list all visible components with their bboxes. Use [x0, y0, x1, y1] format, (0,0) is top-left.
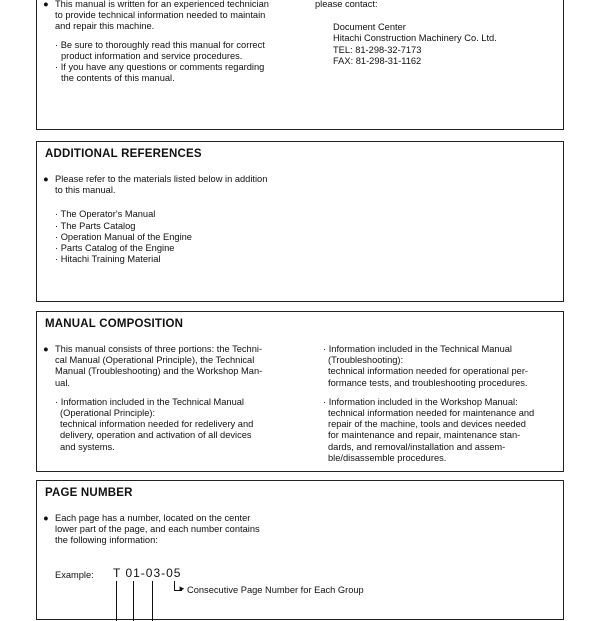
composition-bullet-line: This manual consists of three portions: the Techni- [55, 344, 263, 354]
composition-sub-line: technical information needed for maintenance and [328, 408, 535, 419]
code-bracket-line [116, 581, 117, 621]
reference-item-label: Operation Manual of the Engine [60, 231, 192, 242]
contact-fax: FAX: 81-298-31-1162 [333, 55, 422, 66]
intro-sub-item [55, 40, 299, 51]
composition-sub-line: (Troubleshooting): [328, 355, 404, 366]
page-number-bullet-line: Each page has a number, located on the center [55, 513, 251, 523]
contact-lead: please contact: [315, 0, 378, 9]
composition-sub-line: (Operational Principle): [60, 408, 156, 419]
composition-sub-line: ble/disassemble procedures. [328, 452, 447, 463]
composition-sub-line [323, 344, 557, 355]
composition-sub-line: repair of the machine, tools and devices needed [328, 419, 526, 430]
page-number-column [43, 513, 303, 547]
intro-sub-list [43, 40, 299, 85]
intro-bullet [43, 0, 299, 33]
composition-bullet [43, 344, 299, 389]
composition-left-sub [43, 397, 299, 453]
bullet-icon: ● [43, 0, 49, 9]
references-list [43, 209, 313, 265]
composition-sub-line-text: Information included in the Technical Manual [60, 396, 244, 407]
reference-item [55, 232, 313, 243]
intro-sub-line: the contents of this manual. [61, 73, 175, 84]
composition-sub-line: for maintenance and repair, maintenance stan- [328, 430, 521, 441]
page-number-box [36, 480, 564, 620]
composition-sub-line: formance tests, and troubleshooting procedures. [328, 377, 528, 388]
composition-sub-line: delivery, operation and activation of all devices [60, 430, 252, 441]
reference-item-label: Parts Catalog of the Engine [60, 243, 175, 254]
manual-composition-box [36, 311, 564, 472]
references-bullet-line: Please refer to the materials listed below in addition [55, 174, 268, 184]
composition-bullet-line: Manual (Troubleshooting) and the Workshop Man- [55, 366, 263, 377]
page-number-bullet-line: lower part of the page, and each number contains [55, 524, 260, 535]
sub-marker-icon: · [55, 243, 59, 254]
bullet-icon: ● [43, 513, 49, 523]
sub-marker-icon: · [55, 39, 59, 50]
additional-references-box [36, 141, 564, 302]
section-heading: PAGE NUMBER [45, 487, 133, 499]
composition-sub-line [323, 397, 557, 408]
reference-item [55, 254, 313, 265]
composition-sub-line: and systems. [60, 441, 115, 452]
references-column [43, 174, 313, 265]
contact-company: Hitachi Construction Machinery Co. Ltd. [333, 33, 497, 44]
references-bullet-line: to this manual. [55, 185, 116, 196]
intro-box [36, 0, 564, 130]
intro-bullet-line: This manual is written for an experienced technician [55, 0, 269, 9]
intro-bullet-line: to provide technical information needed to maintain [55, 10, 266, 21]
reference-item-label: The Parts Catalog [60, 220, 136, 231]
composition-left-column [43, 344, 299, 453]
intro-sub-item [55, 62, 299, 73]
section-heading: ADDITIONAL REFERENCES [45, 148, 202, 160]
sub-marker-icon: · [55, 254, 59, 265]
composition-sub-line: technical information needed for operational per- [328, 366, 529, 377]
section-heading: MANUAL COMPOSITION [45, 318, 184, 330]
reference-item [55, 209, 313, 220]
references-bullet [43, 174, 313, 196]
composition-right-sub2 [323, 397, 557, 464]
example-label: Example: [55, 570, 94, 580]
page-number-bullet-line: the following information: [55, 535, 158, 546]
reference-item-label: Hitachi Training Material [60, 254, 161, 265]
intro-left-column [43, 0, 299, 84]
contact-name: Document Center [333, 22, 406, 33]
reference-item [55, 243, 313, 254]
sub-marker-icon: · [323, 344, 327, 354]
sub-marker-icon: · [55, 231, 59, 242]
intro-sub-line: If you have any questions or comments regarding [60, 62, 265, 73]
sub-marker-icon: · [55, 209, 59, 220]
sub-marker-icon: · [323, 396, 327, 407]
code-bracket-line [152, 581, 153, 621]
contact-column [315, 0, 555, 67]
composition-sub-line: technical information needed for redelivery and [60, 419, 254, 430]
composition-bullet-line: cal Manual (Operational Principle), the Technical [55, 355, 255, 366]
composition-sub-line-text: Information included in the Technical Manual [328, 344, 512, 354]
code-bracket-line [133, 581, 134, 621]
sub-marker-icon: · [55, 62, 59, 73]
arrow-right-icon: ► [178, 584, 186, 593]
composition-sub-line-text: Information included in the Workshop Manual: [328, 396, 518, 407]
composition-bullet-line: ual. [55, 377, 70, 388]
composition-right-sub1 [323, 344, 557, 389]
intro-bullet-line: and repair this machine. [55, 21, 155, 32]
intro-sub-line: product information and service procedures. [61, 50, 243, 61]
composition-sub-line: dards, and removal/installation and assem- [328, 441, 506, 452]
reference-item-label: The Operator's Manual [60, 209, 156, 220]
sub-marker-icon: · [55, 396, 59, 407]
example-annotation: Consecutive Page Number for Each Group [187, 585, 364, 595]
example-code: T 01-03-05 [113, 566, 182, 580]
composition-right-column [323, 344, 557, 464]
bullet-icon: ● [43, 344, 49, 354]
intro-sub-line: Be sure to thoroughly read this manual for correct [60, 39, 265, 50]
composition-sub-line [55, 397, 299, 408]
reference-item [55, 221, 313, 232]
page-number-bullet [43, 513, 303, 547]
bullet-icon: ● [43, 174, 49, 184]
contact-tel: TEL: 81-298-32-7173 [333, 44, 422, 55]
sub-marker-icon: · [55, 220, 59, 231]
